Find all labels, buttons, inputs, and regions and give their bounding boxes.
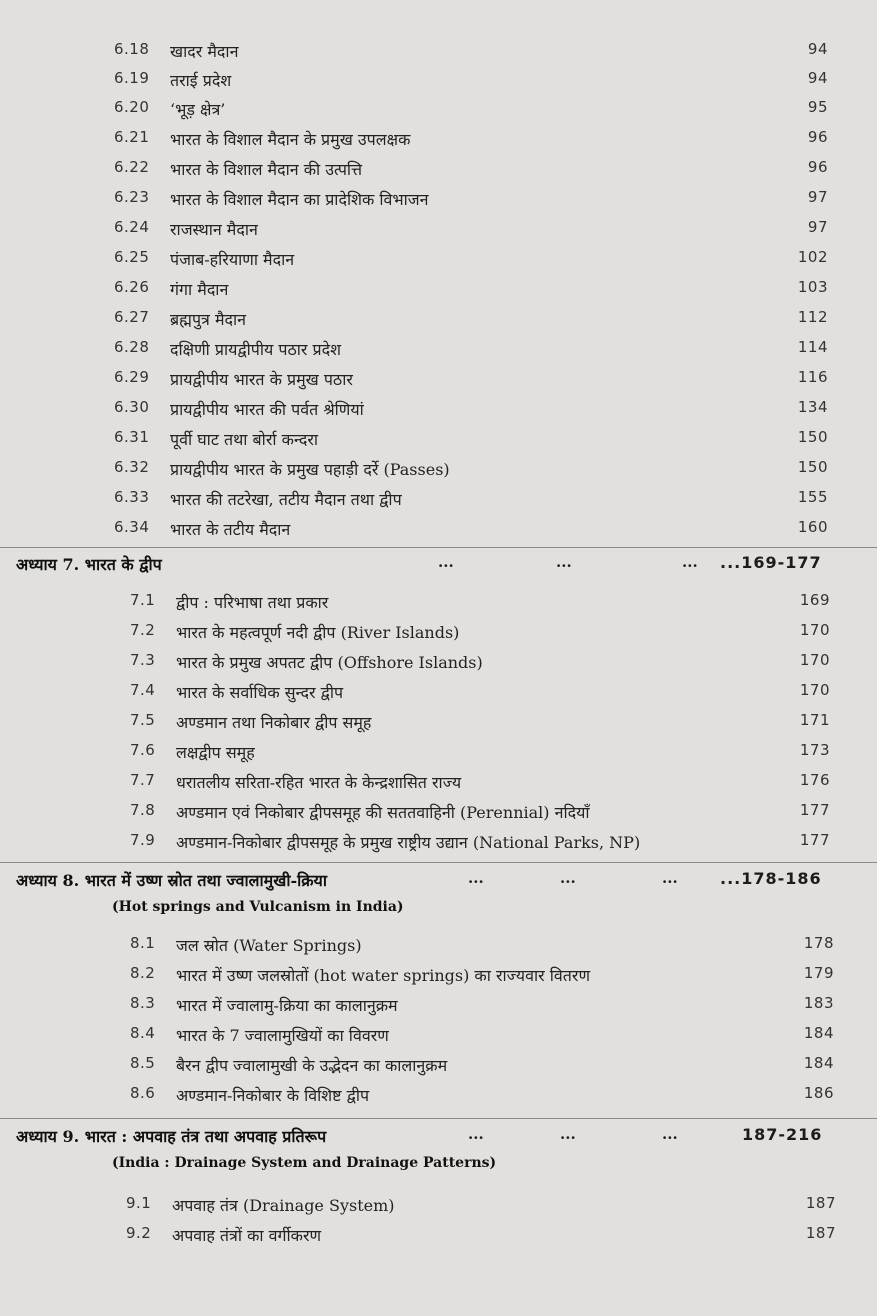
toc-entry bbox=[0, 278, 877, 308]
entry-number: 8.5 bbox=[130, 1054, 156, 1072]
chapter-title: अध्याय 8. भारत में उष्ण स्रोत तथा ज्वालामुखी-क्रिया bbox=[16, 871, 327, 890]
entry-page: 170 bbox=[799, 621, 830, 639]
leader-dots: ... bbox=[468, 869, 484, 887]
entry-number: 9.1 bbox=[126, 1194, 152, 1212]
entry-page: 179 bbox=[803, 964, 834, 982]
leader-dots: ... bbox=[682, 553, 698, 571]
divider bbox=[0, 547, 877, 548]
toc-entry bbox=[0, 98, 877, 128]
entry-number: 8.1 bbox=[130, 934, 156, 952]
entry-page: 103 bbox=[797, 278, 828, 296]
toc-entry bbox=[0, 308, 877, 338]
entry-page: 155 bbox=[797, 488, 828, 506]
toc-entry bbox=[0, 428, 877, 458]
entry-number: 6.27 bbox=[114, 308, 150, 326]
toc-entry bbox=[0, 1054, 877, 1084]
entry-page: 150 bbox=[797, 458, 828, 476]
chapter-heading bbox=[0, 553, 877, 585]
entry-title: अण्डमान-निकोबार द्वीपसमूह के प्रमुख राष्ट्रीय उद्यान (National Parks, NP) bbox=[176, 833, 641, 852]
entry-title: भारत के विशाल मैदान का प्रादेशिक विभाजन bbox=[170, 190, 429, 209]
toc-entry bbox=[0, 158, 877, 188]
entry-number: 7.7 bbox=[130, 771, 156, 789]
toc-entry bbox=[0, 368, 877, 398]
divider bbox=[0, 862, 877, 863]
leader-dots: ... bbox=[438, 553, 454, 571]
entry-title: बैरन द्वीप ज्वालामुखी के उद्भेदन का कालानुक्रम bbox=[176, 1056, 448, 1075]
entry-page: 184 bbox=[803, 1054, 834, 1072]
toc-entry bbox=[0, 248, 877, 278]
entry-number: 7.3 bbox=[130, 651, 156, 669]
toc-entry bbox=[0, 398, 877, 428]
toc-entry bbox=[0, 831, 877, 861]
leader-dots: ... bbox=[662, 1125, 678, 1143]
entry-title: ब्रह्मपुत्र मैदान bbox=[170, 310, 247, 329]
entry-title: प्रायद्वीपीय भारत की पर्वत श्रेणियां bbox=[170, 400, 364, 419]
toc-entry bbox=[0, 934, 877, 964]
entry-number: 9.2 bbox=[126, 1224, 152, 1242]
toc-entry bbox=[0, 994, 877, 1024]
entry-page: 170 bbox=[799, 681, 830, 699]
entry-title: भारत की तटरेखा, तटीय मैदान तथा द्वीप bbox=[170, 490, 402, 509]
entry-number: 6.20 bbox=[114, 98, 150, 116]
entry-number: 6.22 bbox=[114, 158, 150, 176]
entry-page: 150 bbox=[797, 428, 828, 446]
toc-entry bbox=[0, 218, 877, 248]
toc-entry bbox=[0, 1194, 877, 1224]
entry-number: 6.33 bbox=[114, 488, 150, 506]
chapter-page-range: ...178-186 bbox=[720, 869, 822, 888]
entry-title: भारत के सर्वाधिक सुन्दर द्वीप bbox=[176, 683, 344, 702]
entry-title: खादर मैदान bbox=[170, 42, 239, 61]
chapter-heading bbox=[0, 1125, 877, 1157]
entry-title: भारत के प्रमुख अपतट द्वीप (Offshore Islands) bbox=[176, 653, 483, 672]
entry-title: प्रायद्वीपीय भारत के प्रमुख पहाड़ी दर्रे (Passes) bbox=[170, 460, 450, 479]
toc-entry bbox=[0, 458, 877, 488]
entry-page: 116 bbox=[797, 368, 828, 386]
toc-entry bbox=[0, 1084, 877, 1114]
entry-title: भारत के विशाल मैदान के प्रमुख उपलक्षक bbox=[170, 130, 411, 149]
toc-entry bbox=[0, 771, 877, 801]
entry-title: भारत के 7 ज्वालामुखियों का विवरण bbox=[176, 1026, 389, 1045]
entry-page: 97 bbox=[807, 188, 828, 206]
divider bbox=[0, 1118, 877, 1119]
toc-entry bbox=[0, 621, 877, 651]
chapter-heading bbox=[0, 869, 877, 901]
entry-page: 94 bbox=[807, 40, 828, 58]
toc-entry bbox=[0, 681, 877, 711]
entry-number: 6.31 bbox=[114, 428, 150, 446]
entry-title: लक्षद्वीप समूह bbox=[176, 743, 255, 762]
chapter-subtitle: (Hot springs and Vulcanism in India) bbox=[112, 899, 404, 915]
entry-title: ‘भूड़ क्षेत्र’ bbox=[170, 100, 226, 119]
entry-title: द्वीप : परिभाषा तथा प्रकार bbox=[176, 593, 329, 612]
entry-page: 96 bbox=[807, 158, 828, 176]
leader-dots: ... bbox=[468, 1125, 484, 1143]
entry-page: 177 bbox=[799, 831, 830, 849]
entry-page: 96 bbox=[807, 128, 828, 146]
entry-number: 7.5 bbox=[130, 711, 156, 729]
entry-title: भारत के विशाल मैदान की उत्पत्ति bbox=[170, 160, 363, 179]
entry-title: जल स्रोत (Water Springs) bbox=[176, 936, 362, 955]
entry-title: भारत के तटीय मैदान bbox=[170, 520, 291, 539]
entry-number: 6.25 bbox=[114, 248, 150, 266]
entry-number: 6.18 bbox=[114, 40, 150, 58]
entry-number: 6.26 bbox=[114, 278, 150, 296]
entry-number: 8.3 bbox=[130, 994, 156, 1012]
entry-title: पूर्वी घाट तथा बोर्रा कन्दरा bbox=[170, 430, 319, 449]
entry-title: गंगा मैदान bbox=[170, 280, 229, 299]
entry-page: 114 bbox=[797, 338, 828, 356]
entry-page: 187 bbox=[805, 1194, 836, 1212]
entry-number: 6.21 bbox=[114, 128, 150, 146]
entry-page: 183 bbox=[803, 994, 834, 1012]
entry-page: 177 bbox=[799, 801, 830, 819]
entry-page: 112 bbox=[797, 308, 828, 326]
entry-title: भारत में ज्वालामु-क्रिया का कालानुक्रम bbox=[176, 996, 398, 1015]
entry-page: 160 bbox=[797, 518, 828, 536]
entry-page: 186 bbox=[803, 1084, 834, 1102]
toc-entry bbox=[0, 518, 877, 548]
entry-title: अपवाह तंत्रों का वर्गीकरण bbox=[172, 1226, 322, 1245]
entry-title: भारत के महत्वपूर्ण नदी द्वीप (River Islands) bbox=[176, 623, 460, 642]
entry-title: अण्डमान तथा निकोबार द्वीप समूह bbox=[176, 713, 372, 732]
chapter-title: अध्याय 7. भारत के द्वीप bbox=[16, 555, 162, 574]
toc-entry bbox=[0, 711, 877, 741]
entry-number: 8.4 bbox=[130, 1024, 156, 1042]
entry-page: 173 bbox=[799, 741, 830, 759]
leader-dots: ... bbox=[560, 1125, 576, 1143]
entry-page: 97 bbox=[807, 218, 828, 236]
toc-entry bbox=[0, 741, 877, 771]
entry-number: 7.1 bbox=[130, 591, 156, 609]
chapter-subtitle: (India : Drainage System and Drainage Patterns) bbox=[112, 1155, 497, 1171]
entry-title: दक्षिणी प्रायद्वीपीय पठार प्रदेश bbox=[170, 340, 342, 359]
entry-number: 8.2 bbox=[130, 964, 156, 982]
entry-page: 178 bbox=[803, 934, 834, 952]
entry-title: धरातलीय सरिता-रहित भारत के केन्द्रशासित राज्य bbox=[176, 773, 462, 792]
entry-title: पंजाब-हरियाणा मैदान bbox=[170, 250, 295, 269]
toc-entry bbox=[0, 591, 877, 621]
entry-number: 7.9 bbox=[130, 831, 156, 849]
entry-title: प्रायद्वीपीय भारत के प्रमुख पठार bbox=[170, 370, 353, 389]
entry-number: 7.8 bbox=[130, 801, 156, 819]
entry-page: 176 bbox=[799, 771, 830, 789]
toc-entry bbox=[0, 801, 877, 831]
toc-entry bbox=[0, 69, 877, 99]
entry-number: 7.6 bbox=[130, 741, 156, 759]
entry-number: 6.19 bbox=[114, 69, 150, 87]
toc-entry bbox=[0, 188, 877, 218]
entry-page: 169 bbox=[799, 591, 830, 609]
entry-title: अण्डमान एवं निकोबार द्वीपसमूह की सततवाहिनी (Perennial) नदियाँ bbox=[176, 803, 590, 822]
entry-title: राजस्थान मैदान bbox=[170, 220, 258, 239]
entry-page: 171 bbox=[799, 711, 830, 729]
entry-page: 170 bbox=[799, 651, 830, 669]
chapter-title: अध्याय 9. भारत : अपवाह तंत्र तथा अपवाह प्रतिरूप bbox=[16, 1127, 327, 1146]
entry-title: तराई प्रदेश bbox=[170, 71, 232, 90]
entry-title: भारत में उष्ण जलस्रोतों (hot water springs) का राज्यवार वितरण bbox=[176, 966, 591, 985]
leader-dots: ... bbox=[662, 869, 678, 887]
toc-entry bbox=[0, 128, 877, 158]
entry-number: 6.28 bbox=[114, 338, 150, 356]
entry-page: 102 bbox=[797, 248, 828, 266]
entry-number: 6.29 bbox=[114, 368, 150, 386]
entry-number: 6.23 bbox=[114, 188, 150, 206]
entry-number: 6.30 bbox=[114, 398, 150, 416]
toc-entry bbox=[0, 338, 877, 368]
toc-entry bbox=[0, 1224, 877, 1254]
leader-dots: ... bbox=[560, 869, 576, 887]
entry-number: 8.6 bbox=[130, 1084, 156, 1102]
chapter-page-range: ...169-177 bbox=[720, 553, 822, 572]
entry-number: 6.24 bbox=[114, 218, 150, 236]
entry-page: 184 bbox=[803, 1024, 834, 1042]
entry-page: 134 bbox=[797, 398, 828, 416]
entry-page: 187 bbox=[805, 1224, 836, 1242]
toc-entry bbox=[0, 651, 877, 681]
entry-title: अपवाह तंत्र (Drainage System) bbox=[172, 1196, 395, 1215]
toc-entry bbox=[0, 964, 877, 994]
entry-number: 7.2 bbox=[130, 621, 156, 639]
leader-dots: ... bbox=[556, 553, 572, 571]
entry-page: 95 bbox=[807, 98, 828, 116]
entry-number: 7.4 bbox=[130, 681, 156, 699]
toc-entry bbox=[0, 1024, 877, 1054]
entry-number: 6.32 bbox=[114, 458, 150, 476]
entry-number: 6.34 bbox=[114, 518, 150, 536]
toc-entry bbox=[0, 488, 877, 518]
toc-entry bbox=[0, 40, 877, 70]
entry-title: अण्डमान-निकोबार के विशिष्ट द्वीप bbox=[176, 1086, 370, 1105]
chapter-page-range: 187-216 bbox=[742, 1125, 823, 1144]
entry-page: 94 bbox=[807, 69, 828, 87]
